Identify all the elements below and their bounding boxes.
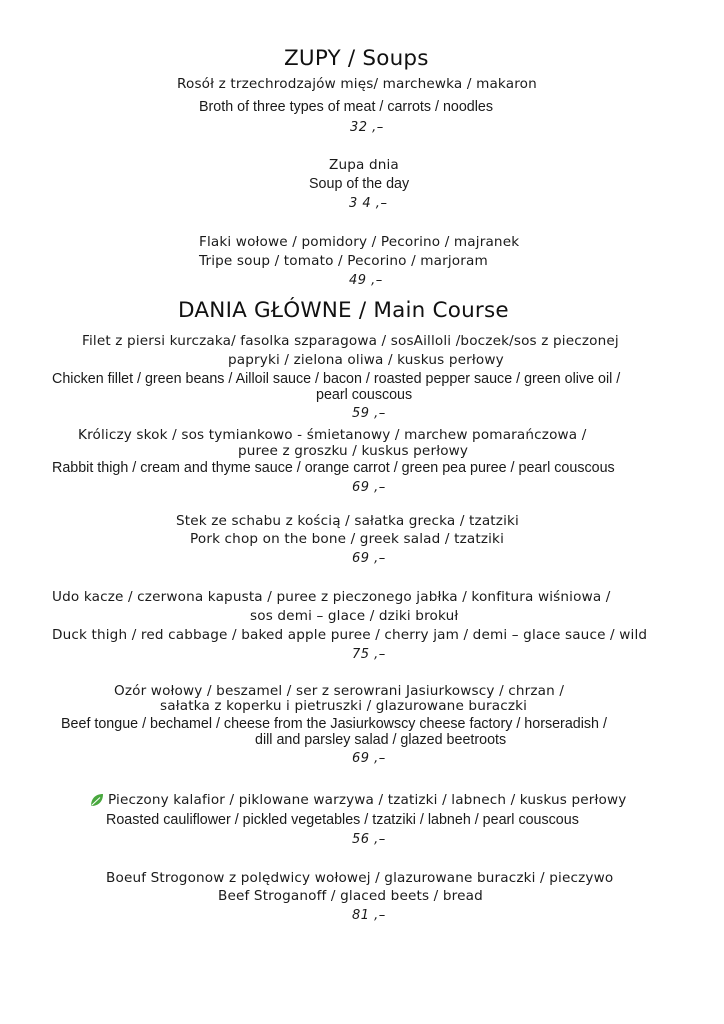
soup-3-english: Tripe soup / tomato / Pecorino / marjoram (199, 253, 488, 269)
main-4-english-line-1: Duck thigh / red cabbage / baked apple puree / cherry jam / demi – glace sauce / wild (52, 627, 648, 643)
main-5-english-line-1: Beef tongue / bechamel / cheese from the Jasiurkowscy cheese factory / horseradish / (61, 716, 607, 732)
soup-1-polish: Rosół z trzechrodzajów mięs/ marchewka / makaron (177, 76, 537, 92)
vegan-leaf-icon (90, 793, 104, 807)
main-6-polish-line-1: Pieczony kalafior / piklowane warzywa / tzatizki / labnech / kuskus perłowy (108, 792, 627, 808)
soup-1-english: Broth of three types of meat / carrots / noodles (199, 99, 494, 115)
main-1-price: 59 ,– (352, 406, 386, 421)
main-course-heading: DANIA GŁÓWNE / Main Course (178, 298, 509, 323)
main-4-price: 75 ,– (352, 647, 386, 662)
main-1-english-line-2: pearl couscous (316, 387, 413, 403)
main-2-english-line-1: Rabbit thigh / cream and thyme sauce / orange carrot / green pea puree / pearl couscous (52, 460, 615, 476)
main-5-polish-line-1: Ozór wołowy / beszamel / ser z serowrani Jasiurkowscy / chrzan / (114, 683, 565, 699)
main-4-polish-line-2: sos demi – glace / dziki brokuł (250, 608, 459, 624)
main-1-polish-line-1: Filet z piersi kurczaka/ fasolka szparagowa / sosAilloli /boczek/sos z pieczonej (82, 333, 619, 349)
soup-1-price: 32 ,– (350, 120, 384, 135)
main-6-price: 56 ,– (352, 832, 386, 847)
main-3-price: 69 ,– (352, 551, 386, 566)
main-3-polish-line-1: Stek ze schabu z kością / sałatka grecka / tzatziki (176, 513, 519, 529)
soup-2-price: 3 4 ,– (349, 196, 388, 211)
main-5-english-line-2: dill and parsley salad / glazed beetroots (255, 732, 507, 748)
main-5-polish-line-2: sałatka z koperku i pietruszki / glazurowane buraczki (160, 698, 528, 714)
main-1-polish-line-2: papryki / zielona oliwa / kuskus perłowy (228, 352, 504, 368)
soup-3-price: 49 ,– (349, 273, 383, 288)
main-3-english-line-1: Pork chop on the bone / greek salad / tzatziki (190, 531, 504, 547)
main-7-polish-line-1: Boeuf Strogonow z polędwicy wołowej / glazurowane buraczki / pieczywo (106, 870, 614, 886)
soup-2-polish: Zupa dnia (329, 157, 399, 173)
main-2-polish-line-1: Króliczy skok / sos tymiankowo - śmietanowy / marchew pomarańczowa / (78, 427, 587, 443)
soups-heading: ZUPY / Soups (284, 46, 429, 71)
main-6-english-line-1: Roasted cauliflower / pickled vegetables / tzatziki / labneh / pearl couscous (106, 812, 579, 828)
main-2-price: 69 ,– (352, 480, 386, 495)
main-2-polish-line-2: puree z groszku / kuskus perłowy (238, 443, 469, 459)
main-7-price: 81 ,– (352, 908, 386, 923)
soup-3-polish: Flaki wołowe / pomidory / Pecorino / majranek (199, 234, 520, 250)
main-5-price: 69 ,– (352, 751, 386, 766)
main-7-english-line-1: Beef Stroganoff / glaced beets / bread (218, 888, 483, 904)
main-4-polish-line-1: Udo kacze / czerwona kapusta / puree z pieczonego jabłka / konfitura wiśniowa / (52, 589, 611, 605)
soup-2-english: Soup of the day (309, 176, 410, 192)
main-1-english-line-1: Chicken fillet / green beans / Ailloil sauce / bacon / roasted pepper sauce / green olive oil / (52, 371, 621, 387)
